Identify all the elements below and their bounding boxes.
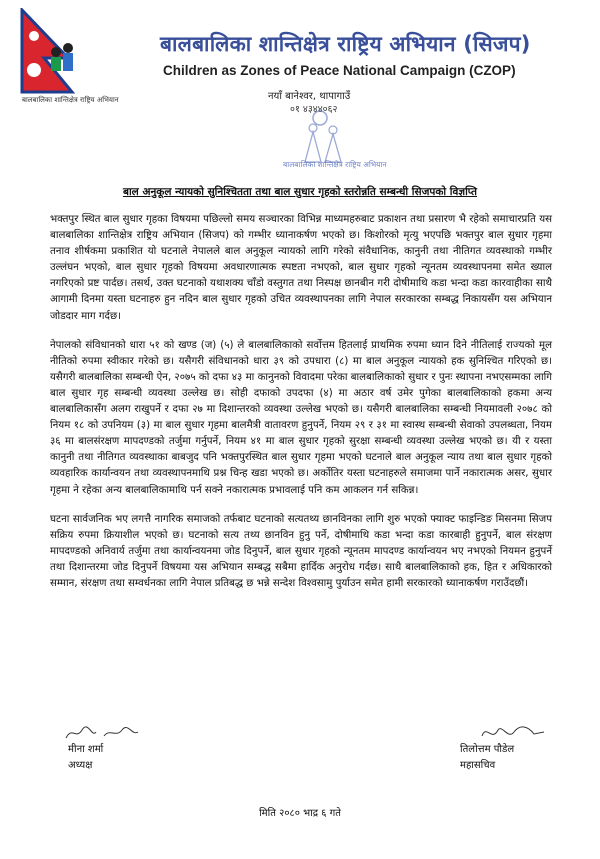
- signatory-name: मीना शर्मा: [68, 744, 104, 755]
- signatory-name: तिलोत्तम पौडेल: [460, 744, 515, 755]
- phone-number: ०१ ४३४४०६२: [290, 104, 338, 115]
- signature-right: [478, 722, 548, 744]
- signatory-right: [460, 742, 514, 774]
- organization-title-english: Children as Zones of Peace National Campaign (CZOP): [163, 63, 516, 78]
- logo-caption: बालबालिका शान्तिक्षेत्र राष्ट्रिय अभियान: [22, 96, 119, 104]
- paragraph: भक्तपुर स्थित बाल सुधार गृहका विषयमा पछिल्लो समय सञ्चारका विभिन्न माध्यमहरुबाट प्रकाशन तथा प्रसारण भै रहेको समाचारप्रति यस बालबालिका शान्तिक्षेत्र राष्ट्रिय अभियान (सिजप) को गम्भीर ध्यानाकर्षण भएको छ। किशोरको मृत्यु भएपछि भक्तपुर बाल सुधार गृहमा तनाव शीर्षकमा प्रकाशित यो घटनाले नेपालले बाल अनुकूल न्यायको लागि गरेको संवैधानिक, कानुनी तथा नीतिगत व्यवस्थाको गम्भीर उल्लंघन भएको, बाल सुधार गृहको विषयमा अवधारणात्मक स्पष्टता नभएको, बाल सुधार गृहको न्यूनतम व्यवस्थापनमा समेत ख्याल नगरिएको प्रष्ट पार्दछ। तसर्थ, उक्त घटनाको यथाशक्य चाँडो वस्तुगत तथा निस्पक्ष छानबीन गरी दोषीमाथि कडा भन्दा कडा कारवाहीका साथै आगामी दिनमा यस्ता घटनाहरु हुन नदिन बाल सुधार गृहको उचित व्यवस्थापनका लागि नेपाल सरकारका सम्बद्ध निकायसँग यस अभियान जोडदार माग गर्दछ।: [50, 214, 552, 322]
- stamp-caption: बालबालिका शान्तिक्षेत्र राष्ट्रिय अभियान: [283, 160, 387, 169]
- paragraph: नेपालको संविधानको धारा ५१ को खण्ड (ज) (५) ले बालबालिकाको सर्वोत्तम हितलाई प्राथमिक रुपमा ध्यान दिने नीतिलाई राज्यको मूल नीतिको रुपमा स्वीकार गरेको छ। यसैगरी संविधानको धारा ३९ को उपधारा (८) मा बाल अनुकूल न्यायको हक सुनिश्चित गरिएको छ। यसैगरी बालबालिका सम्बन्धी ऐन, २०७५ को दफा ४३ मा कानुनको विवादमा परेका बालबालिकाको सुधार र पुनः स्थापना नभएसम्मका लागि बाल सुधार गृह सम्बन्धी व्यवस्था उल्लेख छ। सोही दफाको उपदफा (४) मा अठार वर्ष उमेर पुगेका बालबालिकाको हकमा अन्य बालबालिकासँग अलग राखुपर्ने र दफा २७ मा दिशान्तरको व्यवस्था उल्लेख भएको छ। यसैगरी बालबालिका सम्बन्धी नियमावली २०७८ को नियम १८ को उपनियम (३) मा बाल सुधार गृहमा बालमैत्री वातावरण हुनुपर्ने, नियम २९ र ३१ मा स्वास्थ सम्बन्धी सेवाको उपलब्धता, नियम ३६ मा बालसंरक्षण मापदण्डको तर्जुमा गर्नुपर्ने, नियम ४१ मा बाल सुधार गृहको सुरक्षा सम्बन्धी व्यवस्था उल्लेख भएको छ। यी र यस्ता कानुनी तथा नीतिगत व्यवस्थाका बाबजुद पनि भक्तपुरस्थित बाल सुधार गृहमा भएको घटनाले बाल अनुकूल न्याय तथा बाल सुधार गृहको व्यवहारिक कार्यान्वयन तथा व्यवस्थापनमाथि प्रश्न चिन्ह खडा भएको छ। अर्कोतिर यस्ता घटनाहरुले समाजमा पार्ने नकारात्मक असर, सुधार गृहमा ने रहेका अन्य बालबालिकामाथि पर्न सक्ने नकारात्मक प्रभावलाई पनि कम आकलन गर्न सकिन्न।: [50, 339, 552, 496]
- signatory-title: अध्यक्ष: [68, 760, 93, 771]
- release-date: मिति २०८० भाद्र ६ गते: [259, 808, 341, 819]
- press-release-body: [50, 212, 552, 605]
- signature-left: [62, 722, 142, 744]
- address: नयाँ बानेश्वर, थापागाउँ: [268, 91, 351, 102]
- press-release-subject: बाल अनुकूल न्यायको सुनिश्चितता तथा बाल सुधार गृहको स्तरोन्नति सम्बन्धी सिजपको विज्ञप्ति: [122, 186, 478, 198]
- paragraph: घटना सार्वजनिक भए लगत्तै नागरिक समाजको तर्फबाट घटनाको सत्यतथ्य छानविनका लागि शुरु भएको फ्याक्ट फाइन्डिङ मिसनमा सिजप सक्रिय रुपमा क्रियाशील भएको छ। घटनाको सत्य तथ्य छानविन हुनु पर्ने, दोषीमाथि कडा भन्दा कडा कारबाही हुनुपर्ने, बाल संरक्षण मापदण्डको अनिवार्य तर्जुमा तथा कार्यान्वयनमा जोड दिनुपर्ने, बाल सुधार गृहको न्यूनतम मापदण्ड कार्यान्वयन भए नभएको नियमन हुनुपर्ने तथा दिशान्तरमा जोड दिनुपर्ने विषयमा यस अभियान सम्बद्ध सबैमा हार्दिक अनुरोध गर्दछ। साथै बालबालिकाको हक, हित र अधिकारको सम्मान, संरक्षण तथा सम्वर्धनका लागि नेपाल प्रतिबद्ध छ भन्ने सन्देश विश्वसामु पुर्याउन समेत हामी सरकारको ध्यानाकर्षण गराउँदछौं।: [50, 513, 552, 589]
- czop-logo: [18, 8, 80, 94]
- signatory-left: [68, 742, 103, 774]
- organization-title-nepali: बालबालिका शान्तिक्षेत्र राष्ट्रिय अभियान (सिजप): [160, 32, 531, 56]
- signatory-title: महासचिव: [460, 760, 496, 771]
